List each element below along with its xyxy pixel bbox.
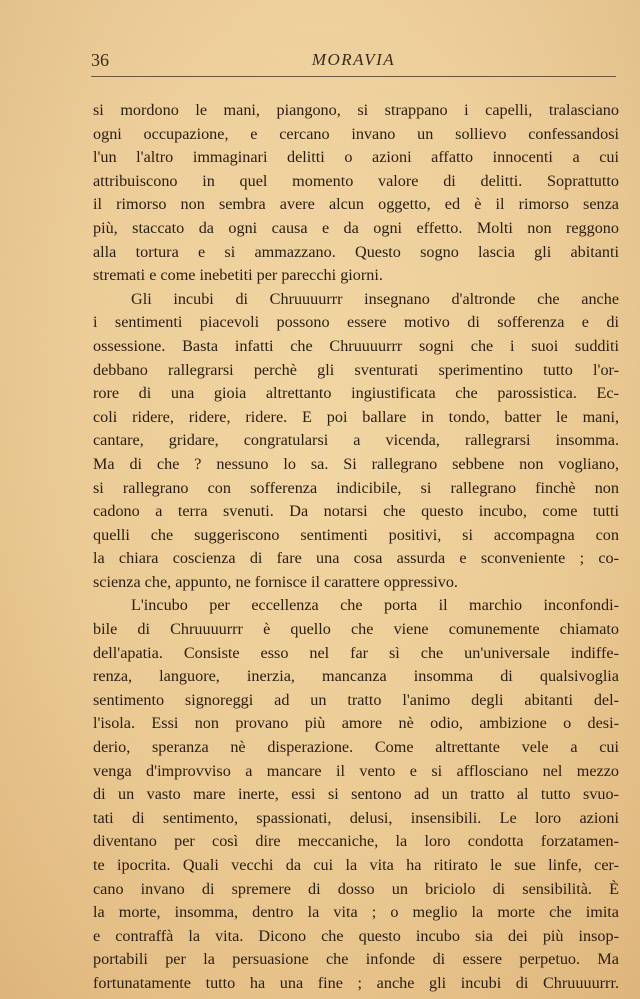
text-line: scienza che, appunto, ne fornisce il carattere oppressivo. [93, 572, 458, 591]
text-line: diventano per così dire meccaniche, la loro condotta forzatamen- [93, 832, 619, 851]
text-line: stremati e come inebetiti per parecchi giorni. [93, 266, 383, 285]
text-line: la chiara coscienza di fare una cosa assurda e sconveniente ; co- [93, 549, 619, 568]
text-line: rore di una gioia altrettanto ingiustificata che parossistica. Ec- [93, 384, 619, 403]
text-line: cantare, gridare, congratularsi a vicenda, rallegrarsi insomma. [93, 431, 619, 450]
text-line: ossessione. Basta infatti che Chruuuurrr sogni che i suoi sudditi [93, 336, 619, 355]
text-line: venga d'improvviso a mancare il vento e si afflosciano nel mezzo [93, 761, 619, 780]
text-line: il rimorso non sembra avere alcun oggetto, ed è il rimorso senza [93, 195, 619, 214]
text-line: te ipocrita. Quali vecchi da cui la vita ha ritirato le sue linfe, cer- [93, 856, 619, 874]
text-line: cadono a terra svenuti. Da notarsi che questo incubo, come tutti [93, 502, 619, 521]
page-number: 36 [91, 50, 109, 70]
text-line: e contraffà la vita. Dicono che questo incubo sia dei più insop- [93, 926, 619, 945]
running-head: MORAVIA [311, 50, 396, 69]
text-line: renza, languore, inerzia, mancanza insomma di qualsivoglia [93, 667, 619, 686]
page-header [91, 50, 616, 77]
text-line: sentimento signoreggi ad un tratto l'animo degli abitanti del- [93, 690, 619, 709]
text-line: ogni occupazione, e cercano invano un sollievo confessandosi [93, 124, 619, 143]
text-line: attribuiscono in quel momento valore di delitti. Soprattutto [93, 171, 619, 190]
text-line: i sentimenti piacevoli possono essere motivo di sofferenza e di [93, 313, 619, 332]
text-line: si mordono le mani, piangono, si strappano i capelli, tralasciano [93, 101, 619, 119]
text-line: L'incubo per eccellenza che porta il marchio inconfondi- [131, 596, 619, 615]
text-line: Ma di che ? nessuno lo sa. Si rallegrano sebbene non vogliano, [93, 454, 619, 473]
text-line: di un vasto mare inerte, essi si sentono ad un tratto al tutto svuo- [93, 785, 619, 804]
text-line: si rallegrano con sofferenza indicibile, si rallegrano finchè non [93, 478, 619, 497]
text-line: bile di Chruuuurrr è quello che viene comunemente chiamato [93, 620, 619, 639]
text-line: la morte, insomma, dentro la vita ; o meglio la morte che imita [93, 903, 619, 922]
text-line: fortunatamente tutto ha una fine ; anche gli incubi di Chruuuurrr. [93, 973, 619, 992]
text-line: derio, speranza nè disperazione. Come altrettante vele a cui [93, 738, 619, 757]
text-line: alla tortura e si ammazzano. Questo sogno lascia gli abitanti [93, 242, 619, 261]
text-line: l'un l'altro immaginari delitti o azioni affatto innocenti a cui [93, 148, 619, 167]
text-line: più, staccato da ogni causa e da ogni effetto. Molti non reggono [93, 218, 619, 237]
text-line: dell'apatia. Consiste esso nel far sì che un'universale indiffe- [93, 643, 619, 662]
text-line: l'isola. Essi non provano più amore nè odio, ambizione o desi- [93, 714, 619, 733]
text-line: quelli che suggeriscono sentimenti positivi, si accompagna con [93, 525, 619, 544]
text-line: Gli incubi di Chruuuurrr insegnano d'altronde che anche [131, 289, 619, 308]
text-line: tati di sentimento, spassionati, delusi, insensibili. Le loro azioni [93, 808, 619, 827]
body-text [93, 99, 619, 996]
text-line: portabili per la persuasione che infonde di essere perpetuo. Ma [93, 950, 619, 969]
text-line: coli ridere, ridere, ridere. E poi ballare in tondo, batter le mani, [93, 407, 619, 426]
text-line: cano invano di spremere di dosso un briciolo di sensibilità. È [93, 879, 619, 898]
text-line: debbano rallegrarsi perchè gli sventurati sperimentino tutto l'or- [93, 360, 619, 379]
